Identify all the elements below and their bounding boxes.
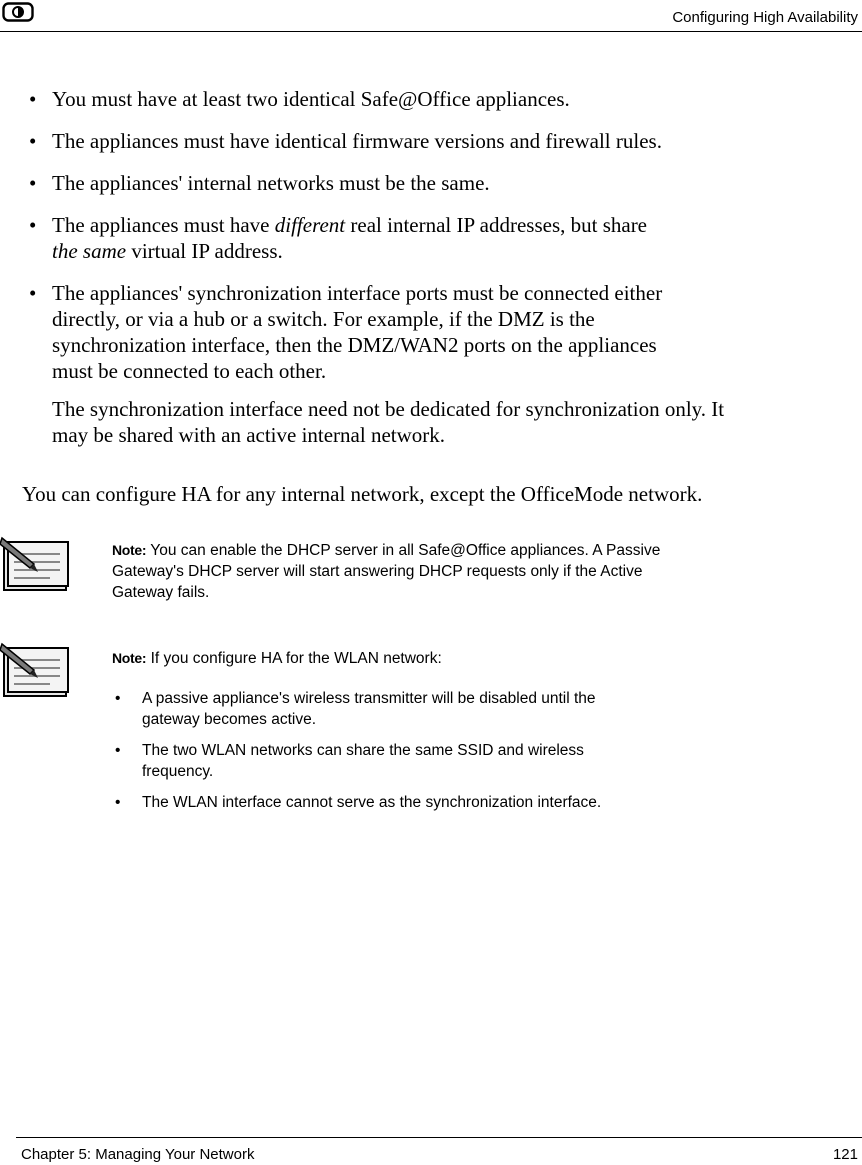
list-item: • A passive appliance's wireless transmitter will be disabled until the gateway becomes active. (115, 690, 596, 728)
list-item: • The appliances' internal networks must be the same. (29, 171, 490, 195)
note-label: Note: (112, 650, 147, 666)
header-title: Configuring High Availability (672, 9, 858, 26)
note-2: Note: If you configure HA for the WLAN network: (112, 650, 442, 667)
bullet-icon: • (29, 87, 37, 111)
list-item: • The appliances must have identical firmware versions and firewall rules. (29, 129, 662, 153)
bullet-icon: • (115, 794, 121, 811)
bullet-icon: • (29, 129, 37, 153)
note-pad-icon (0, 534, 72, 592)
bullet-icon: • (115, 742, 121, 759)
emphasis-the-same: the same (52, 239, 127, 263)
list-item: • You must have at least two identical Safe@Office appliances. (29, 87, 570, 111)
requirements-list (0, 86, 862, 448)
note-label: Note: (112, 542, 147, 558)
note-2-list (112, 688, 712, 823)
bullet-icon: • (115, 690, 121, 707)
note-pad-icon (0, 640, 72, 698)
list-item: • The WLAN interface cannot serve as the synchronization interface. (115, 794, 602, 811)
bullet-icon: • (29, 213, 37, 237)
list-item: • The two WLAN networks can share the same SSID and wireless frequency. (115, 742, 584, 780)
bullet-icon: • (29, 171, 37, 195)
note-1: Note: You can enable the DHCP server in all Safe@Office appliances. A Passive Gateway's DHCP server will start answering DHCP requests only if the Active Gateway fails. (112, 542, 661, 601)
bullet-icon: • (29, 281, 37, 305)
list-item: • The appliances' synchronization interface ports must be connected either directly, or via a hub or a switch. For example, if the DMZ is the synchronization interface, then the DMZ/WAN2 ports on the appliances must be connected to each other. The synchronization interface need not be dedicated for synchronization only. It may be shared with an active internal network. (0, 280, 862, 448)
safe-at-office-logo-icon (2, 2, 34, 22)
closing-paragraph: You can configure HA for any internal network, except the OfficeMode network. (22, 482, 703, 506)
page-number: 121 (832, 1146, 858, 1163)
emphasis-different: different (274, 213, 346, 237)
page-header (0, 0, 862, 32)
page-footer (16, 1137, 862, 1163)
list-item: • The appliances must have different real internal IP addresses, but share the same virtual IP address. (29, 213, 648, 263)
chapter-title: Chapter 5: Managing Your Network (21, 1146, 255, 1163)
list-item-continuation: The synchronization interface need not be dedicated for synchronization only. It may be shared with an active internal network. (52, 397, 725, 447)
